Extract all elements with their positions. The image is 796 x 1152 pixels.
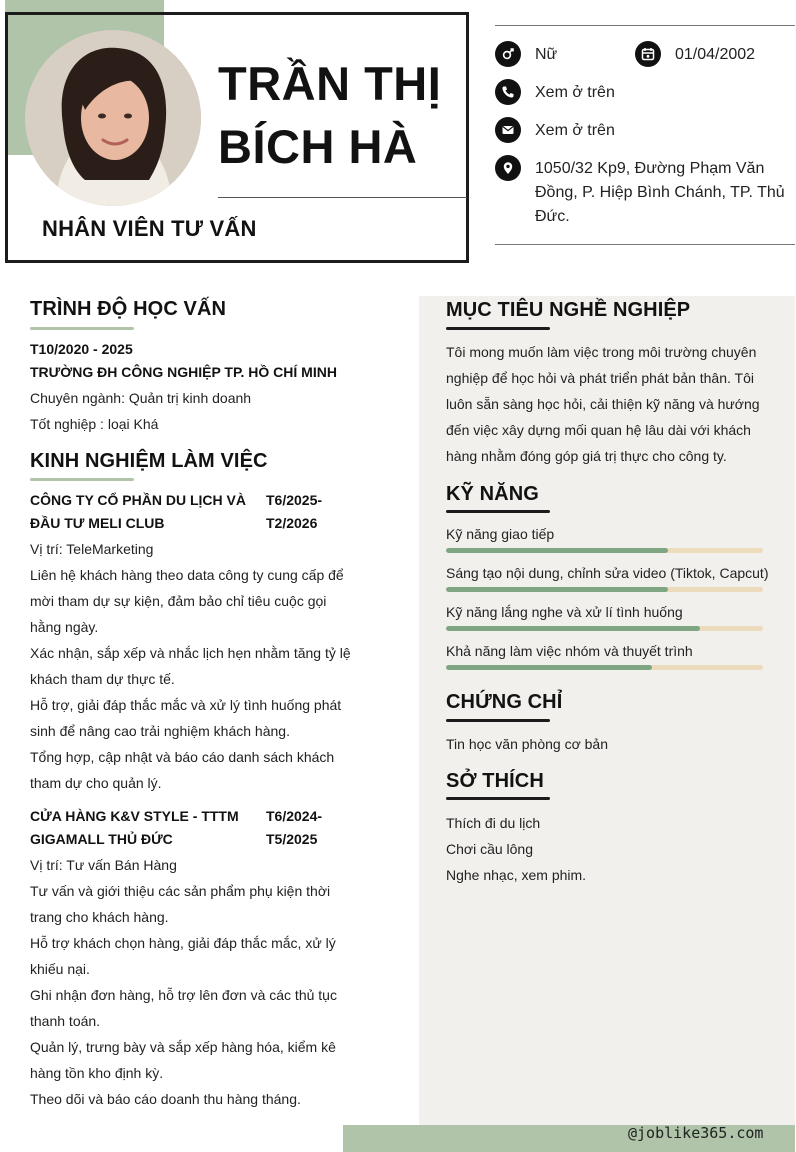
- job-1-company-line-2: ĐẦU TƯ MELI CLUB: [30, 515, 165, 531]
- email-icon: [495, 117, 521, 143]
- skill-1-bar: [446, 548, 763, 553]
- footer-watermark: @joblike365.com: [628, 1124, 764, 1142]
- job-1-duty-3: [30, 692, 353, 744]
- education-school: TRƯỜNG ĐH CÔNG NGHIỆP TP. HỒ CHÍ MINH: [30, 364, 337, 380]
- job-2-duty-4: [30, 1034, 353, 1086]
- name-line-2: BÍCH HÀ: [218, 120, 418, 173]
- contact-divider-top: [495, 25, 795, 26]
- job-2-company: [30, 805, 239, 851]
- job-1-period: [266, 489, 322, 535]
- skill-2-bar: [446, 587, 763, 592]
- skill-4-bar: [446, 665, 763, 670]
- education-underline: [30, 327, 134, 330]
- job-2-duty-3-line-1: Ghi nhận đơn hàng, hỗ trợ lên đơn và các thủ tục: [30, 987, 337, 1003]
- skill-4-label: Khả năng làm việc nhóm và thuyết trình: [446, 643, 693, 659]
- education-heading: TRÌNH ĐỘ HỌC VẤN: [30, 298, 227, 320]
- job-2-company-line-2: GIGAMALL THỦ ĐỨC: [30, 831, 173, 847]
- job-1-position: Vị trí: TeleMarketing: [30, 541, 154, 557]
- job-1-period-line-1: T6/2025-: [266, 492, 323, 508]
- skills-underline: [446, 510, 550, 513]
- objective-text: [446, 339, 775, 469]
- job-2-duty-5-line-1: Theo dõi và báo cáo doanh thu hàng tháng.: [30, 1091, 301, 1107]
- objective-line-4: đến việc xây dựng mối quan hệ lâu dài với khách: [446, 422, 751, 438]
- avatar: [25, 30, 201, 206]
- job-2-duty-3-line-2: thanh toán.: [30, 1013, 101, 1029]
- job-2-duty-1-line-2: trang cho khách hàng.: [30, 909, 169, 925]
- name-divider: [218, 197, 467, 198]
- job-1-duty-2-line-1: Xác nhận, sắp xếp và nhắc lịch hẹn nhằm tăng tỷ lệ: [30, 645, 351, 661]
- address-line-1: 1050/32 Kp9, Đường Phạm Văn: [535, 160, 765, 177]
- job-2-duty-4-line-1: Quản lý, trưng bày và sắp xếp hàng hóa, kiểm kê: [30, 1039, 336, 1055]
- job-2-period-line-2: T5/2025: [266, 831, 318, 847]
- certificate-item-1: Tin học văn phòng cơ bản: [446, 736, 608, 752]
- skill-2-fill: [446, 587, 668, 592]
- job-2-duty-2: [30, 930, 353, 982]
- portrait-photo: [25, 30, 201, 206]
- job-1-duty-2: [30, 640, 353, 692]
- calendar-icon: [635, 41, 661, 67]
- contact-divider-bottom: [495, 244, 795, 245]
- skill-4-fill: [446, 665, 652, 670]
- job-1-duty-3-line-2: sinh để nâng cao trải nghiệm khách hàng.: [30, 723, 290, 739]
- job-1-duty-4-line-2: tham dự cho quản lý.: [30, 775, 162, 791]
- gender-icon: [495, 41, 521, 67]
- job-2-duty-1: [30, 878, 353, 930]
- experience-heading: KINH NGHIỆM LÀM VIỆC: [30, 450, 268, 472]
- education-period: T10/2020 - 2025: [30, 341, 133, 357]
- education-grade: Tốt nghiệp : loại Khá: [30, 416, 159, 432]
- job-title: NHÂN VIÊN TƯ VẤN: [42, 216, 257, 241]
- job-2-duty-5: [30, 1086, 353, 1112]
- skill-3-label: Kỹ năng lắng nghe và xử lí tình huống: [446, 604, 683, 620]
- address-line-3: Đức.: [535, 208, 570, 225]
- skill-1-label: Kỹ năng giao tiếp: [446, 526, 555, 542]
- job-2-company-line-1: CỬA HÀNG K&V STYLE - TTTM: [30, 808, 239, 824]
- job-2-duty-2-line-2: khiếu nại.: [30, 961, 90, 977]
- phone-value: Xem ở trên: [535, 84, 615, 101]
- certificates-heading: CHỨNG CHỈ: [446, 691, 563, 713]
- job-2-duty-3: [30, 982, 353, 1034]
- objective-heading: MỤC TIÊU NGHỀ NGHIỆP: [446, 299, 691, 321]
- job-1-duty-1-line-1: Liên hệ khách hàng theo data công ty cung cấp để: [30, 567, 344, 583]
- job-1-duty-1-line-3: hằng ngày.: [30, 619, 99, 635]
- email-value: Xem ở trên: [535, 122, 615, 139]
- skill-1-fill: [446, 548, 668, 553]
- job-2-period-line-1: T6/2024-: [266, 808, 323, 824]
- skill-2-label: Sáng tạo nội dung, chỉnh sửa video (Tiktok, Capcut): [446, 565, 769, 581]
- skill-3-fill: [446, 626, 700, 631]
- phone-icon: [495, 79, 521, 105]
- job-1-duty-3-line-1: Hỗ trợ, giải đáp thắc mắc và xử lý tình huống phát: [30, 697, 342, 713]
- objective-underline: [446, 327, 550, 330]
- hobbies-list: [446, 810, 586, 888]
- objective-line-5: hàng nhằm đóng góp giá trị thực cho công ty.: [446, 448, 727, 464]
- job-2-duty-2-line-1: Hỗ trợ khách chọn hàng, giải đáp thắc mắc, xử lý: [30, 935, 336, 951]
- job-1-duty-2-line-2: khách tham dự thực tế.: [30, 671, 175, 687]
- job-1-company-line-1: CÔNG TY CỔ PHẦN DU LỊCH VÀ: [30, 492, 246, 508]
- job-1-company: [30, 489, 246, 535]
- job-2-period: [266, 805, 322, 851]
- certificates-underline: [446, 719, 550, 722]
- experience-underline: [30, 478, 134, 481]
- job-1-duty-4-line-1: Tổng hợp, cập nhật và báo cáo danh sách khách: [30, 749, 335, 765]
- hobby-item-2: Chơi cầu lông: [446, 841, 534, 857]
- education-major: Chuyên ngành: Quản trị kinh doanh: [30, 390, 252, 406]
- gender-value: Nữ: [535, 46, 558, 63]
- address-value: [535, 157, 785, 229]
- location-icon: [495, 155, 521, 181]
- candidate-name: [218, 52, 441, 178]
- hobbies-heading: SỞ THÍCH: [446, 770, 544, 792]
- job-1-duty-4: [30, 744, 353, 796]
- name-line-1: TRẦN THỊ: [218, 57, 442, 110]
- skill-3-bar: [446, 626, 763, 631]
- job-1-period-line-2: T2/2026: [266, 515, 318, 531]
- objective-line-1: Tôi mong muốn làm việc trong môi trường chuyên: [446, 344, 757, 360]
- birthdate-value: 01/04/2002: [675, 46, 756, 63]
- job-2-position: Vị trí: Tư vấn Bán Hàng: [30, 857, 177, 873]
- job-1-duty-1: [30, 562, 353, 640]
- hobby-item-3: Nghe nhạc, xem phim.: [446, 867, 587, 883]
- address-line-2: Đồng, P. Hiệp Bình Chánh, TP. Thủ: [535, 184, 785, 201]
- skills-heading: KỸ NĂNG: [446, 483, 539, 505]
- hobby-item-1: Thích đi du lịch: [446, 815, 541, 831]
- hobbies-underline: [446, 797, 550, 800]
- job-1-duty-1-line-2: mời tham dự sự kiện, đảm bảo chỉ tiêu cuộc gọi: [30, 593, 327, 609]
- job-2-duty-4-line-2: hàng tồn kho định kỳ.: [30, 1065, 164, 1081]
- objective-line-2: nghiệp để học hỏi và phát triển phát bản thân. Tôi: [446, 370, 754, 386]
- job-1-duties: [30, 562, 353, 796]
- objective-line-3: luôn sẵn sàng học hỏi, cải thiện kỹ năng và hướng: [446, 396, 760, 412]
- job-2-duty-1-line-1: Tư vấn và giới thiệu các sản phẩm phụ kiện thời: [30, 883, 331, 899]
- job-2-duties: [30, 878, 353, 1112]
